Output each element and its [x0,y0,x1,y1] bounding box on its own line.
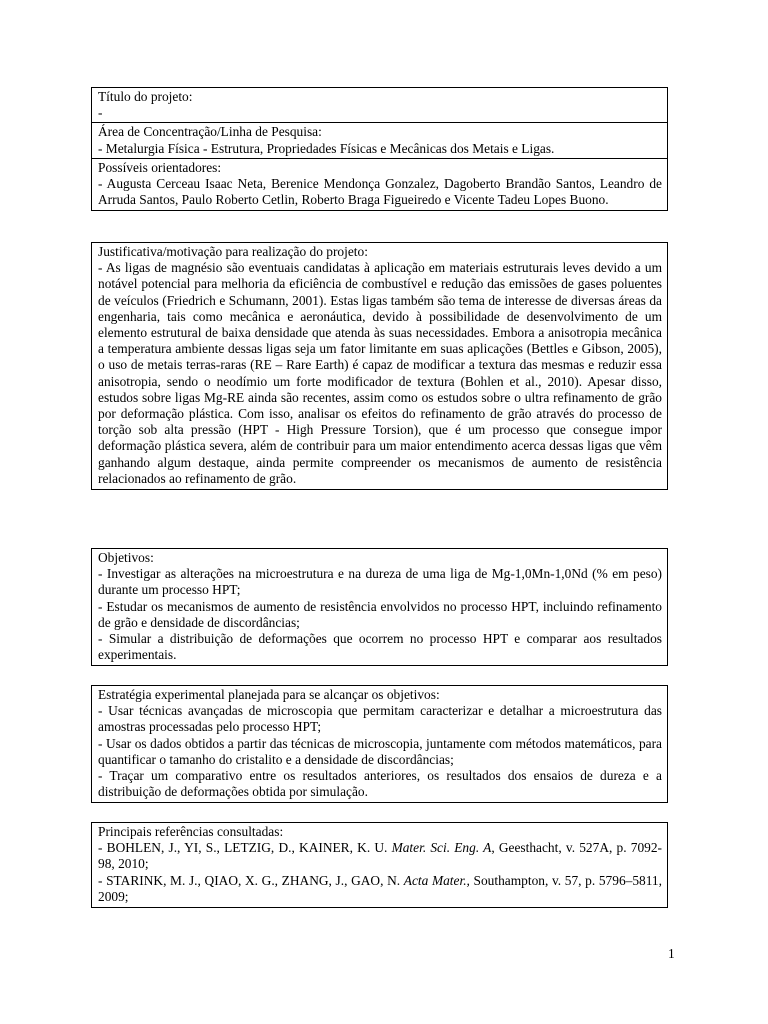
advisors-section [92,159,667,209]
justification-label: Justificativa/motivação para realização do projeto: [98,244,368,259]
strategy-item: - Traçar um comparativo entre os resultados anteriores, os resultados dos ensaios de dureza e a distribuição de deformações obtida por simulação. [98,768,662,800]
reference-authors: - STARINK, M. J., QIAO, X. G., ZHANG, J., GAO, N. [98,872,404,888]
project-title-section [92,89,667,123]
strategy-item: - Usar técnicas avançadas de microscopia que permitam caracterizar e detalhar a microestrutura das amostras processadas pelo processo HPT; [98,703,662,735]
reference-item [98,873,662,905]
objective-item: - Estudar os mecanismos de aumento de resistência envolvidos no processo HPT, incluindo refinamento de grão e densidade de discordâncias; [98,598,662,630]
reference-item [98,840,662,872]
justification-text: - As ligas de magnésio são eventuais candidatas à aplicação em materiais estruturais leves devido a um notável potencial para melhoria da eficiência de combustível e redução das emissões de gases poluentes de veículos (Friedrich e Schumann, 2001). Estas ligas também são tema de interesse de diversas áreas da engenharia, tais como mecânica e aeronáutica, devido à possibilidade de desenvolvimento de um elemento estrutural de baixa densidade que atenda às suas necessidades. Embora a anisotropia mecânica a temperatura ambiente dessas ligas seja um fator limitante em suas aplicações (Bettles e Gibson, 2005), o uso de metais terras-raras (RE – Rare Earth) é capaz de modificar a textura das mesmas e reduzir essa anisotropia, sendo o neodímio um forte modificador de textura (Bohlen et al., 2010). Apesar disso, estudos sobre ligas Mg-RE ainda são recentes, assim como os estudos sobre o ultra refinamento de grão por deformação plástica. Com isso, analisar os efeitos do refinamento de grão através do processo de torção sob alta pressão (HPT - High Pressure Torsion), que é um processo que consegue impor deformação plástica severa, além de contribuir para um maior entendimento acerca dessas ligas que vêm ganhando algum destaque, ainda permite compreender os mecanismos de aumento de resistência relacionados ao refinamento de grão. [98,260,662,486]
objectives-label: Objetivos: [98,550,154,565]
reference-details: , Geesthacht, v. 527A, p. 7092-98, 2010; [98,840,663,872]
advisors-label: Possíveis orientadores: [98,159,222,175]
justification-box [91,242,668,490]
references-box [91,822,668,908]
strategy-item: - Usar os dados obtidos a partir das técnicas de microscopia, juntamente com métodos matemáticos, para quantificar o tamanho do cristalito e a densidade de discordâncias; [98,735,662,767]
reference-journal: Mater. Sci. Eng. A [391,840,492,856]
strategy-label: Estratégia experimental planejada para se alcançar os objetivos: [98,687,440,702]
objective-item: - Investigar as alterações na microestrutura e na dureza de uma liga de Mg-1,0Mn-1,0Nd (% em peso) durante um processo HPT; [98,566,662,598]
reference-journal: Acta Mater., [403,872,470,888]
objective-item: - Simular a distribuição de deformações que ocorrem no processo HPT e comparar aos resultados experimentais. [98,631,662,663]
strategy-box [91,685,668,803]
project-title-label: Título do projeto: [98,89,193,104]
project-info-box [91,87,668,211]
page-number: 1 [668,946,675,961]
research-area-value: - Metalurgia Física - Estrutura, Propriedades Físicas e Mecânicas dos Metais e Ligas. [98,140,555,156]
advisors-value: - Augusta Cerceau Isaac Neta, Berenice Mendonça Gonzalez, Dagoberto Brandão Santos, Leandro de Arruda Santos, Paulo Roberto Cetlin, Roberto Braga Figueiredo e Vicente Tadeu Lopes Buono. [98,176,662,208]
references-label: Principais referências consultadas: [98,824,284,839]
research-area-section [92,123,667,158]
research-area-label: Área de Concentração/Linha de Pesquisa: [98,124,322,140]
reference-details: Southampton, v. 57, p. 5796–5811, 2009; [98,872,662,904]
project-title-value: - [98,105,103,121]
objectives-box [91,548,668,666]
reference-authors: - BOHLEN, J., YI, S., LETZIG, D., KAINER, K. U. [98,840,392,856]
